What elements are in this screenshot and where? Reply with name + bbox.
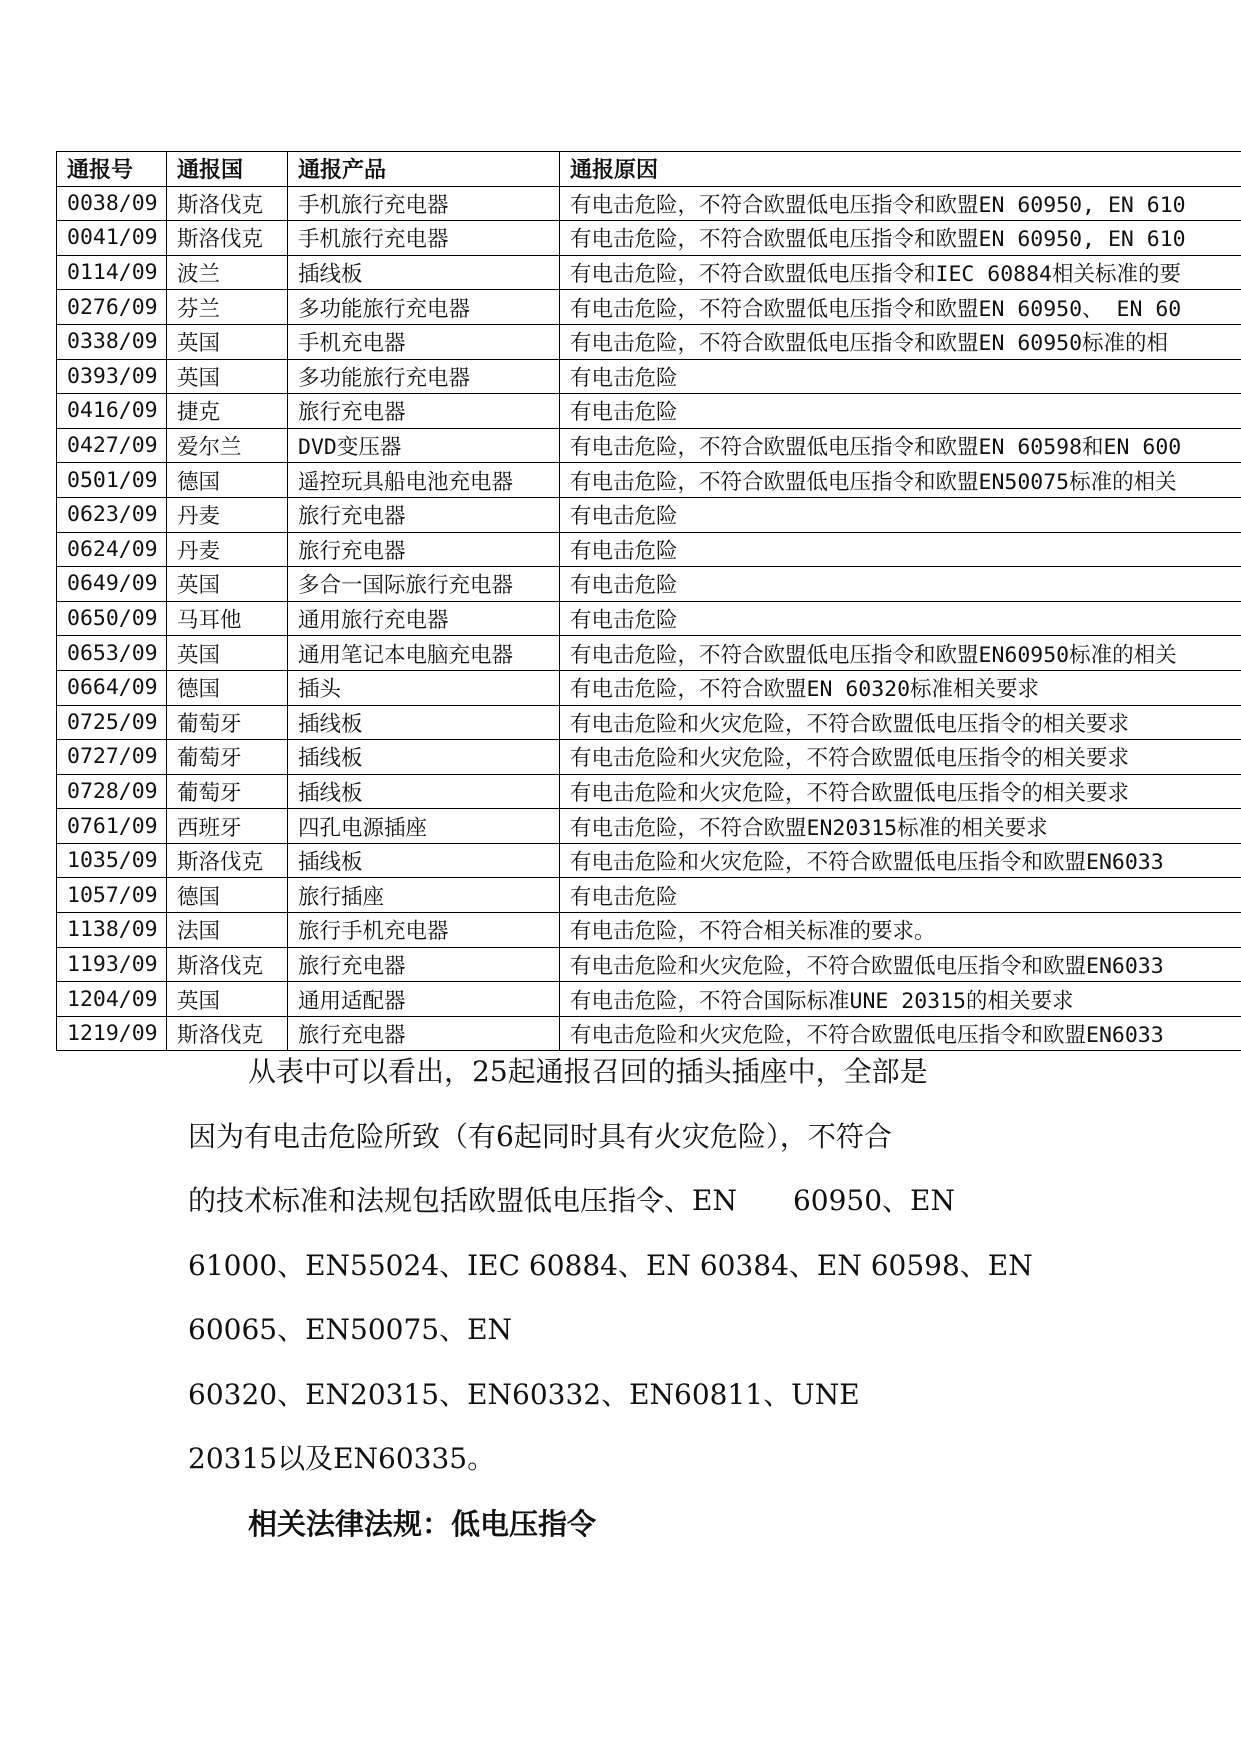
cell-notification-number: 0761/09 [57,809,167,844]
table-row [57,394,1241,429]
cell-product: 插线板 [288,740,560,775]
cell-notification-number: 0623/09 [57,497,167,532]
cell-notification-number: 0653/09 [57,636,167,671]
cell-country: 马耳他 [167,601,288,636]
cell-notification-number: 0650/09 [57,601,167,636]
cell-country: 丹麦 [167,532,288,567]
cell-reason: 有电击危险，不符合欧盟低电压指令和欧盟EN 60950, EN 610 [560,186,1241,221]
table-row [57,567,1241,602]
cell-product: 插头 [288,670,560,705]
cell-country: 葡萄牙 [167,705,288,740]
cell-notification-number: 0338/09 [57,324,167,359]
cell-country: 西班牙 [167,809,288,844]
header-notifying-country: 通报国 [167,152,288,187]
cell-notification-number: 1057/09 [57,878,167,913]
table-row [57,186,1241,221]
cell-reason: 有电击危险，不符合欧盟低电压指令和欧盟EN 60598和EN 600 [560,428,1241,463]
cell-product: 多功能旅行充电器 [288,359,560,394]
cell-notification-number: 1193/09 [57,947,167,982]
table-row [57,774,1241,809]
cell-product: 插线板 [288,843,560,878]
cell-reason: 有电击危险，不符合欧盟低电压指令和IEC 60884相关标准的要 [560,255,1241,290]
cell-notification-number: 0427/09 [57,428,167,463]
table-row [57,670,1241,705]
cell-notification-number: 0038/09 [57,186,167,221]
table-row [57,705,1241,740]
cell-country: 斯洛伐克 [167,947,288,982]
cell-product: 手机旅行充电器 [288,186,560,221]
table-row [57,290,1241,325]
cell-reason: 有电击危险 [560,601,1241,636]
table-row [57,809,1241,844]
cell-country: 英国 [167,359,288,394]
paragraph-line: 60320、EN20315、EN60332、EN60811、UNE [188,1377,860,1411]
paragraph-line: 从表中可以看出，25起通报召回的插头插座中，全部是 [248,1055,928,1088]
cell-notification-number: 0041/09 [57,221,167,256]
cell-product: 手机充电器 [288,324,560,359]
cell-reason: 有电击危险 [560,394,1241,429]
cell-notification-number: 0649/09 [57,567,167,602]
cell-product: 多功能旅行充电器 [288,290,560,325]
cell-country: 波兰 [167,255,288,290]
table-row [57,982,1241,1017]
cell-notification-number: 0664/09 [57,670,167,705]
cell-reason: 有电击危险和火灾危险，不符合欧盟低电压指令的相关要求 [560,740,1241,775]
cell-product: 旅行手机充电器 [288,913,560,948]
cell-notification-number: 1035/09 [57,843,167,878]
cell-product: 旅行充电器 [288,532,560,567]
cell-reason: 有电击危险，不符合欧盟EN 60320标准相关要求 [560,670,1241,705]
cell-country: 爱尔兰 [167,428,288,463]
cell-product: 插线板 [288,255,560,290]
header-notification-reason: 通报原因 [560,152,1241,187]
cell-reason: 有电击危险，不符合欧盟低电压指令和欧盟EN50075标准的相关 [560,463,1241,498]
cell-reason: 有电击危险，不符合欧盟低电压指令和欧盟EN 60950标准的相 [560,324,1241,359]
cell-product: 旅行充电器 [288,1016,560,1051]
cell-product: 通用笔记本电脑充电器 [288,636,560,671]
cell-notification-number: 0727/09 [57,740,167,775]
cell-reason: 有电击危险和火灾危险，不符合欧盟低电压指令和欧盟EN6033 [560,1016,1241,1051]
summary-paragraph [188,1040,1068,1492]
cell-product: 手机旅行充电器 [288,221,560,256]
table-row [57,497,1241,532]
table-row [57,463,1241,498]
cell-notification-number: 0725/09 [57,705,167,740]
cell-reason: 有电击危险，不符合欧盟低电压指令和欧盟EN 60950、 EN 60 [560,290,1241,325]
cell-reason: 有电击危险 [560,497,1241,532]
table-row [57,255,1241,290]
cell-reason: 有电击危险，不符合国际标准UNE 20315的相关要求 [560,982,1241,1017]
paragraph-line: 20315以及EN60335。 [188,1442,496,1475]
cell-reason: 有电击危险 [560,567,1241,602]
table-row [57,324,1241,359]
cell-product: 旅行充电器 [288,497,560,532]
cell-reason: 有电击危险 [560,532,1241,567]
paragraph-line: 60065、EN50075、EN [188,1313,513,1346]
table-row [57,359,1241,394]
cell-country: 德国 [167,878,288,913]
cell-product: 旅行充电器 [288,394,560,429]
table-row [57,221,1241,256]
cell-notification-number: 0393/09 [57,359,167,394]
cell-notification-number: 0114/09 [57,255,167,290]
cell-reason: 有电击危险和火灾危险，不符合欧盟低电压指令的相关要求 [560,774,1241,809]
cell-country: 斯洛伐克 [167,221,288,256]
paragraph-line: 因为有电击危险所致（有6起同时具有火灾危险），不符合 [188,1119,892,1153]
cell-notification-number: 0276/09 [57,290,167,325]
cell-reason: 有电击危险和火灾危险，不符合欧盟低电压指令和欧盟EN6033 [560,843,1241,878]
cell-country: 丹麦 [167,497,288,532]
cell-notification-number: 0501/09 [57,463,167,498]
paragraph-line: 61000、EN55024、IEC 60884、EN 60384、EN 60598、EN [188,1248,1033,1282]
table-row [57,843,1241,878]
cell-country: 英国 [167,567,288,602]
cell-reason: 有电击危险，不符合欧盟EN20315标准的相关要求 [560,809,1241,844]
cell-notification-number: 0624/09 [57,532,167,567]
section-heading: 相关法律法规：低电压指令 [248,1507,597,1541]
table-row [57,428,1241,463]
cell-country: 英国 [167,324,288,359]
cell-product: 四孔电源插座 [288,809,560,844]
cell-reason: 有电击危险 [560,878,1241,913]
table-row [57,601,1241,636]
cell-reason: 有电击危险，不符合相关标准的要求。 [560,913,1241,948]
cell-notification-number: 0416/09 [57,394,167,429]
cell-reason: 有电击危险，不符合欧盟低电压指令和欧盟EN 60950, EN 610 [560,221,1241,256]
table-row [57,913,1241,948]
table-row [57,532,1241,567]
cell-country: 捷克 [167,394,288,429]
table-row [57,636,1241,671]
cell-country: 斯洛伐克 [167,1016,288,1051]
cell-product: DVD变压器 [288,428,560,463]
table-header-row [57,152,1241,187]
cell-reason: 有电击危险和火灾危险，不符合欧盟低电压指令和欧盟EN6033 [560,947,1241,982]
cell-country: 葡萄牙 [167,774,288,809]
cell-product: 插线板 [288,774,560,809]
table-row [57,740,1241,775]
cell-notification-number: 1219/09 [57,1016,167,1051]
table-row [57,878,1241,913]
cell-country: 英国 [167,982,288,1017]
paragraph-line: 的技术标准和法规包括欧盟低电压指令、EN 60950、EN [188,1184,955,1217]
cell-notification-number: 1138/09 [57,913,167,948]
cell-country: 斯洛伐克 [167,843,288,878]
table-row [57,947,1241,982]
cell-notification-number: 0728/09 [57,774,167,809]
cell-product: 通用旅行充电器 [288,601,560,636]
cell-reason: 有电击危险 [560,359,1241,394]
cell-product: 旅行插座 [288,878,560,913]
cell-country: 芬兰 [167,290,288,325]
cell-product: 旅行充电器 [288,947,560,982]
cell-country: 葡萄牙 [167,740,288,775]
cell-product: 多合一国际旅行充电器 [288,567,560,602]
cell-country: 法国 [167,913,288,948]
header-notification-number: 通报号 [57,152,167,187]
cell-notification-number: 1204/09 [57,982,167,1017]
cell-product: 插线板 [288,705,560,740]
cell-product: 遥控玩具船电池充电器 [288,463,560,498]
cell-country: 德国 [167,463,288,498]
cell-reason: 有电击危险和火灾危险，不符合欧盟低电压指令的相关要求 [560,705,1241,740]
header-notified-product: 通报产品 [288,152,560,187]
cell-country: 斯洛伐克 [167,186,288,221]
cell-country: 英国 [167,636,288,671]
table-body [57,186,1241,1051]
cell-country: 德国 [167,670,288,705]
recall-notification-table [56,151,1241,1051]
cell-reason: 有电击危险，不符合欧盟低电压指令和欧盟EN60950标准的相关 [560,636,1241,671]
cell-product: 通用适配器 [288,982,560,1017]
